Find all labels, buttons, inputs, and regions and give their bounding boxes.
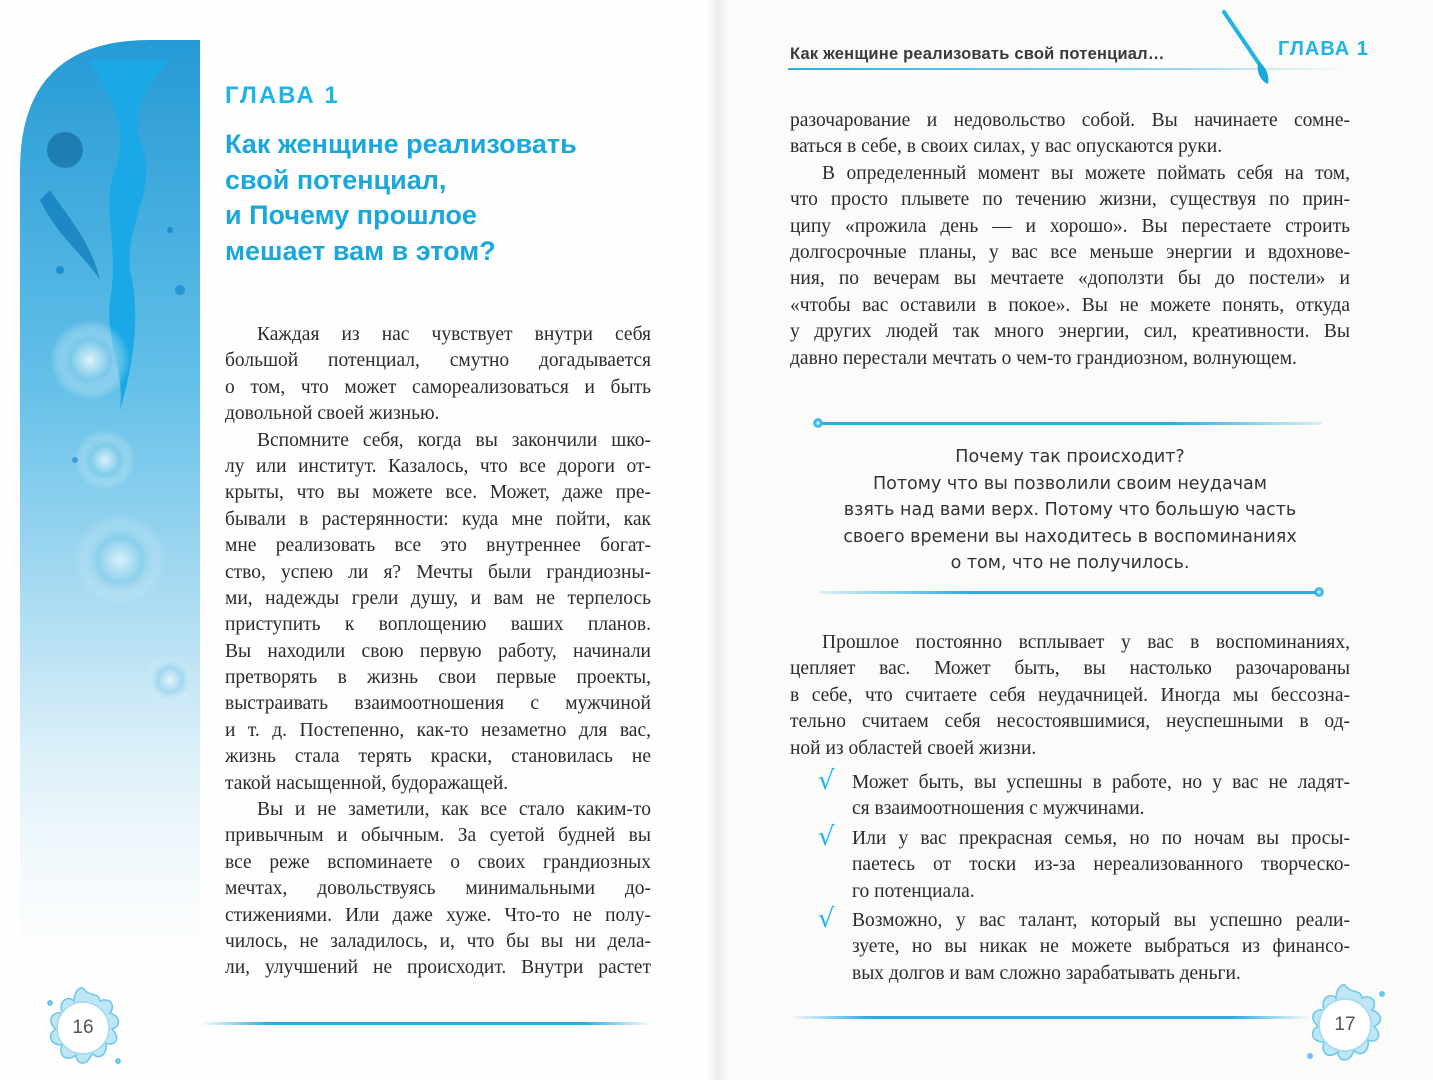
text-line: ся взаимоотношения с мужчинами. [852,798,1145,820]
chapter-title [225,127,665,269]
text-line: Каждая из нас чувствует внутри себя [257,324,651,345]
text-line: большой потенциал, смутно догадывается [225,350,651,372]
text-line: стижениями. Или даже хуже. Что-то не полу- [225,904,651,926]
left-body-text [225,322,651,982]
checkmark-icon: √ [818,822,835,852]
text-line: тельно считаем себя несостоявшимися, неуспешными в од- [790,711,1350,733]
checkmark-icon: √ [818,766,835,796]
book-gutter [706,0,728,1080]
text-line: Прошлое постоянно всплывает у вас в воспоминаниях, [822,632,1350,653]
checkmark-icon: √ [818,904,835,934]
text-line: цепляет вас. Может быть, вы настолько разочарованы [790,658,1350,680]
text-line: ной из областей своей жизни. [790,737,1037,759]
text-line: такой насыщенной, будоражащей. [225,772,509,794]
footer-rule-right [790,1016,1310,1019]
text-line: мечтах, довольствуясь минимальными до- [225,878,651,900]
text-line: приступить к воплощению ваших планов. [225,614,651,636]
text-line: Вы и не заметили, как все стало каким-то [257,799,651,821]
text-line: ваться в себе, в своих силах, у вас опускаются руки. [790,136,1223,158]
text-line: ство, успею ли я? Мечты были грандиозны- [225,561,651,583]
text-line: и т. д. Постепенно, как-то незаметно для вас, [225,719,651,741]
text-line: крыты, что вы можете все. Может, даже пре- [225,482,651,504]
title-line: и Почему прошлое [225,200,477,230]
text-line: долгосрочные планы, у вас все меньше энергии и вдохнове- [790,241,1350,263]
page-number-right: 17 [1318,998,1372,1052]
text-line: разочарование и недовольство собой. Вы начинаете сомне- [790,110,1350,131]
text-line: претворять в жизнь свои первые проекты, [225,667,651,689]
text-line: го потенциала. [852,880,975,902]
quote-line: Потому что вы позволили своим неудачам [873,473,1267,494]
text-line: жизнь стала терять краски, становилась не [225,746,651,768]
quote-line: своего времени вы находитесь в воспоминаниях [843,526,1297,547]
text-line: о том, что может самореализоваться и быть [225,376,651,398]
text-line: В определенный момент вы можете поймать себя на том, [822,162,1350,184]
page-number-left: 16 [56,1001,110,1055]
text-line: чилось, не заладилось, и, что бы вы ни дела- [225,930,651,952]
right-body-text-top [790,108,1350,372]
text-line: Возможно, у вас талант, который вы успешно реали- [852,910,1350,931]
text-line: довольной своей жизнью. [225,403,440,425]
text-line: давно перестали мечтать о чем-то грандиозном, волнующем. [790,347,1297,369]
rule-dot-bottom [1314,587,1324,597]
quote-rule-bottom [820,591,1320,594]
text-line: Вы находили свою первую работу, начинали [225,640,651,662]
pull-quote [790,444,1350,577]
text-line: все реже вспоминаете о своих грандиозных [225,851,651,873]
text-line: «чтобы вас оставили в покое». Вы не можете понять, откуда [790,294,1350,316]
text-line: вых долгов и вам сложно зарабатывать деньги. [852,962,1241,984]
text-line: ния, по вечерам вы мечтаете «доползти бы до постели» и [790,268,1350,290]
bullet-item [852,908,1350,987]
quote-line: о том, что не получилось. [950,553,1190,573]
text-line: Вспомните себя, когда вы закончили шко- [257,429,651,451]
text-line: бывали в растерянности: куда мне пойти, как [225,508,651,530]
title-line: мешает вам в этом? [225,235,496,266]
title-line: свой потенциал, [225,164,447,195]
quote-line: взять над вами верх. Потому что большую часть [843,500,1297,520]
text-line: выстраивать взаимоотношения с мужчиной [225,693,651,715]
footer-rule-left [200,1022,652,1025]
text-line: что просто плывете по течению жизни, существуя по прин- [790,189,1350,211]
paint-splash-illustration [20,40,200,1020]
quote-line: Почему так происходит? [955,447,1185,467]
chapter-label: ГЛАВА 1 [225,82,340,109]
bullet-item [852,770,1350,823]
right-body-text-bottom [790,630,1350,762]
text-line: ми, надежды грели душу, и вам не терпелось [225,587,651,609]
running-chapter-label: ГЛАВА 1 [1278,38,1369,60]
text-line: ли, улучшений не происходит. Внутри растет [225,957,651,979]
paintbrush-icon [1218,8,1278,88]
quote-rule-top [822,422,1322,425]
text-line: у других людей так много энергии, сил, креативности. Вы [790,321,1350,343]
text-line: зуете, но вы никак не можете выбраться из финансо- [852,936,1350,958]
text-line: лу или институт. Казалось, что все дороги от- [225,455,651,477]
text-line: паетесь от тоски из-за нереализованного творческо- [852,854,1350,876]
text-line: привычным и обычным. За суетой будней вы [225,825,651,847]
bullet-item [852,826,1350,905]
title-line: Как женщине реализовать [225,129,577,159]
text-line: Может быть, вы успешны в работе, но у вас не ладят- [852,772,1350,793]
text-line: ципу «прожила день — и хорошо». Вы перестаете строить [790,215,1350,237]
text-line: Или у вас прекрасная семья, но по ночам вы просы- [852,828,1350,849]
text-line: мне реализовать все это внутреннее богат- [225,535,651,557]
text-line: в себе, что считаете себя неудачницей. Иногда мы бессозна- [790,684,1350,706]
running-head: Как женщине реализовать свой потенциал… [790,45,1165,63]
